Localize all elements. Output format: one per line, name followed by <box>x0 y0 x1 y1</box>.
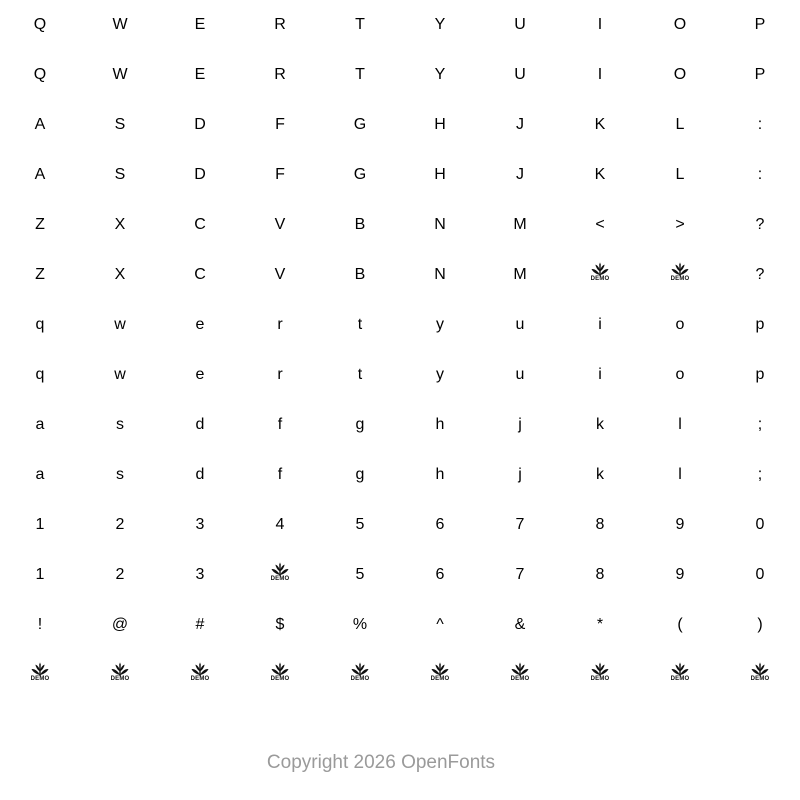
glyph-cell: g <box>355 466 365 483</box>
glyph-cell <box>720 650 800 700</box>
demo-leaf-icon <box>189 662 211 688</box>
glyph-cell: & <box>514 616 526 633</box>
demo-leaf-icon <box>669 662 691 688</box>
glyph-cell: g <box>355 416 365 433</box>
glyph-cell: 2 <box>115 516 125 533</box>
glyph-cell: B <box>354 216 366 233</box>
glyph-cell: w <box>114 316 126 333</box>
glyph-cell: 8 <box>595 566 605 583</box>
glyph-cell: Z <box>35 216 45 233</box>
demo-leaf-icon <box>749 662 771 688</box>
glyph-cell: u <box>515 316 525 333</box>
glyph-cell <box>640 250 720 300</box>
glyph-cell: p <box>755 316 765 333</box>
glyph-cell: ; <box>757 416 763 433</box>
demo-leaf-icon <box>29 662 51 688</box>
glyph-cell: D <box>194 116 206 133</box>
glyph-cell: k <box>596 416 604 433</box>
copyright-text: Copyright 2026 OpenFonts <box>266 752 496 773</box>
glyph-cell <box>240 550 320 600</box>
glyph-cell: R <box>274 16 286 33</box>
demo-label: DEMO <box>190 676 210 682</box>
glyph-cell: L <box>675 166 685 183</box>
demo-label: DEMO <box>270 676 290 682</box>
glyph-cell: Q <box>33 16 47 33</box>
glyph-cell <box>400 650 480 700</box>
glyph-cell: y <box>436 316 444 333</box>
glyph-cell: l <box>678 466 682 483</box>
glyph-cell: ) <box>757 616 763 633</box>
demo-leaf-icon <box>669 262 691 288</box>
glyph-cell: K <box>594 166 606 183</box>
glyph-cell: M <box>513 216 527 233</box>
demo-leaf-icon <box>509 662 531 688</box>
demo-label: DEMO <box>750 676 770 682</box>
glyph-cell: Z <box>35 266 45 283</box>
glyph-cell: 1 <box>35 566 45 583</box>
glyph-cell <box>480 650 560 700</box>
glyph-cell: 1 <box>35 516 45 533</box>
glyph-cell <box>80 650 160 700</box>
glyph-cell: I <box>597 16 603 33</box>
glyph-cell: # <box>195 616 205 633</box>
demo-label: DEMO <box>430 676 450 682</box>
glyph-cell: I <box>597 66 603 83</box>
glyph-cell: T <box>355 66 365 83</box>
glyph-cell: C <box>194 216 206 233</box>
glyph-cell: 9 <box>675 566 685 583</box>
glyph-cell: U <box>514 66 526 83</box>
glyph-cell: P <box>754 66 766 83</box>
glyph-cell: E <box>194 16 206 33</box>
glyph-cell: s <box>116 466 124 483</box>
glyph-cell: * <box>596 616 604 633</box>
glyph-cell: f <box>277 466 283 483</box>
glyph-cell: r <box>277 316 283 333</box>
glyph-cell: 9 <box>675 516 685 533</box>
glyph-cell: D <box>194 166 206 183</box>
glyph-cell: 6 <box>435 566 445 583</box>
demo-leaf-icon <box>349 662 371 688</box>
glyph-cell: T <box>355 16 365 33</box>
demo-label: DEMO <box>670 276 690 282</box>
glyph-cell: W <box>112 66 128 83</box>
demo-leaf-icon <box>109 662 131 688</box>
glyph-cell: 5 <box>355 516 365 533</box>
glyph-cell: 6 <box>435 516 445 533</box>
glyph-cell: > <box>675 216 685 233</box>
glyph-cell: t <box>357 366 363 383</box>
glyph-cell: j <box>518 466 522 483</box>
demo-label: DEMO <box>350 676 370 682</box>
glyph-cell: 4 <box>275 516 285 533</box>
glyph-cell: f <box>277 416 283 433</box>
glyph-cell: Q <box>33 66 47 83</box>
glyph-cell: J <box>516 166 524 183</box>
glyph-cell: @ <box>111 616 129 633</box>
demo-leaf-icon <box>269 662 291 688</box>
glyph-cell: R <box>274 66 286 83</box>
glyph-cell: L <box>675 116 685 133</box>
glyph-cell: F <box>275 166 285 183</box>
demo-leaf-icon <box>429 662 451 688</box>
glyph-cell: X <box>114 266 126 283</box>
glyph-cell: 0 <box>755 516 765 533</box>
glyph-cell: ? <box>755 216 765 233</box>
glyph-cell: A <box>34 166 46 183</box>
glyph-cell: Y <box>434 16 446 33</box>
glyph-cell: t <box>357 316 363 333</box>
glyph-cell: G <box>353 116 367 133</box>
glyph-cell: < <box>595 216 605 233</box>
glyph-cell: 0 <box>755 566 765 583</box>
glyph-cell: ( <box>677 616 683 633</box>
glyph-cell: O <box>673 16 687 33</box>
glyph-cell: e <box>195 366 205 383</box>
demo-label: DEMO <box>270 576 290 582</box>
glyph-cell: r <box>277 366 283 383</box>
glyph-cell: J <box>516 116 524 133</box>
glyph-cell: o <box>675 366 685 383</box>
glyph-cell: H <box>434 166 446 183</box>
glyph-cell: W <box>112 16 128 33</box>
glyph-cell: 2 <box>115 566 125 583</box>
glyph-cell: u <box>515 366 525 383</box>
glyph-cell <box>240 650 320 700</box>
glyph-cell: U <box>514 16 526 33</box>
glyph-cell: 8 <box>595 516 605 533</box>
glyph-cell: h <box>435 416 445 433</box>
glyph-cell <box>0 650 80 700</box>
glyph-cell: q <box>35 366 45 383</box>
demo-label: DEMO <box>30 676 50 682</box>
footer <box>0 752 800 774</box>
glyph-cell <box>560 650 640 700</box>
glyph-cell: ! <box>37 616 43 633</box>
glyph-cell: a <box>35 466 45 483</box>
glyph-cell: o <box>675 316 685 333</box>
glyph-cell: h <box>435 466 445 483</box>
glyph-cell: M <box>513 266 527 283</box>
glyph-cell: k <box>596 466 604 483</box>
glyph-cell: 7 <box>515 516 525 533</box>
glyph-cell: : <box>757 116 763 133</box>
glyph-cell <box>320 650 400 700</box>
glyph-cell: N <box>434 216 446 233</box>
glyph-cell: j <box>518 416 522 433</box>
demo-leaf-icon <box>589 262 611 288</box>
glyph-cell: N <box>434 266 446 283</box>
glyph-cell: ; <box>757 466 763 483</box>
glyph-cell: E <box>194 66 206 83</box>
glyph-cell: i <box>598 316 602 333</box>
glyph-cell: ^ <box>436 616 444 633</box>
glyph-cell: S <box>114 166 126 183</box>
demo-leaf-icon <box>589 662 611 688</box>
glyph-cell: d <box>195 416 205 433</box>
demo-label: DEMO <box>590 676 610 682</box>
glyph-cell: H <box>434 116 446 133</box>
glyph-cell <box>160 650 240 700</box>
glyph-cell: V <box>274 266 286 283</box>
glyph-cell: 3 <box>195 566 205 583</box>
glyph-cell: O <box>673 66 687 83</box>
glyph-cell: : <box>757 166 763 183</box>
demo-label: DEMO <box>510 676 530 682</box>
glyph-cell: B <box>354 266 366 283</box>
glyph-cell: p <box>755 366 765 383</box>
glyph-cell: S <box>114 116 126 133</box>
glyph-cell: P <box>754 16 766 33</box>
glyph-cell: % <box>352 616 368 633</box>
glyph-cell: X <box>114 216 126 233</box>
glyph-cell <box>560 250 640 300</box>
glyph-cell: q <box>35 316 45 333</box>
glyph-cell: d <box>195 466 205 483</box>
glyph-cell: ? <box>755 266 765 283</box>
glyph-cell: e <box>195 316 205 333</box>
demo-label: DEMO <box>670 676 690 682</box>
glyph-cell: i <box>598 366 602 383</box>
glyph-cell: s <box>116 416 124 433</box>
glyph-cell: 3 <box>195 516 205 533</box>
glyph-cell: A <box>34 116 46 133</box>
demo-label: DEMO <box>110 676 130 682</box>
glyph-cell: l <box>678 416 682 433</box>
glyph-cell <box>640 650 720 700</box>
glyph-cell: $ <box>275 616 285 633</box>
demo-label: DEMO <box>590 276 610 282</box>
glyph-cell: y <box>436 366 444 383</box>
glyph-cell: F <box>275 116 285 133</box>
demo-leaf-icon <box>269 562 291 588</box>
glyph-cell: 5 <box>355 566 365 583</box>
glyph-cell: 7 <box>515 566 525 583</box>
glyph-cell: C <box>194 266 206 283</box>
glyph-cell: a <box>35 416 45 433</box>
glyph-cell: Y <box>434 66 446 83</box>
glyph-cell: V <box>274 216 286 233</box>
glyph-cell: w <box>114 366 126 383</box>
glyph-cell: G <box>353 166 367 183</box>
glyph-cell: K <box>594 116 606 133</box>
